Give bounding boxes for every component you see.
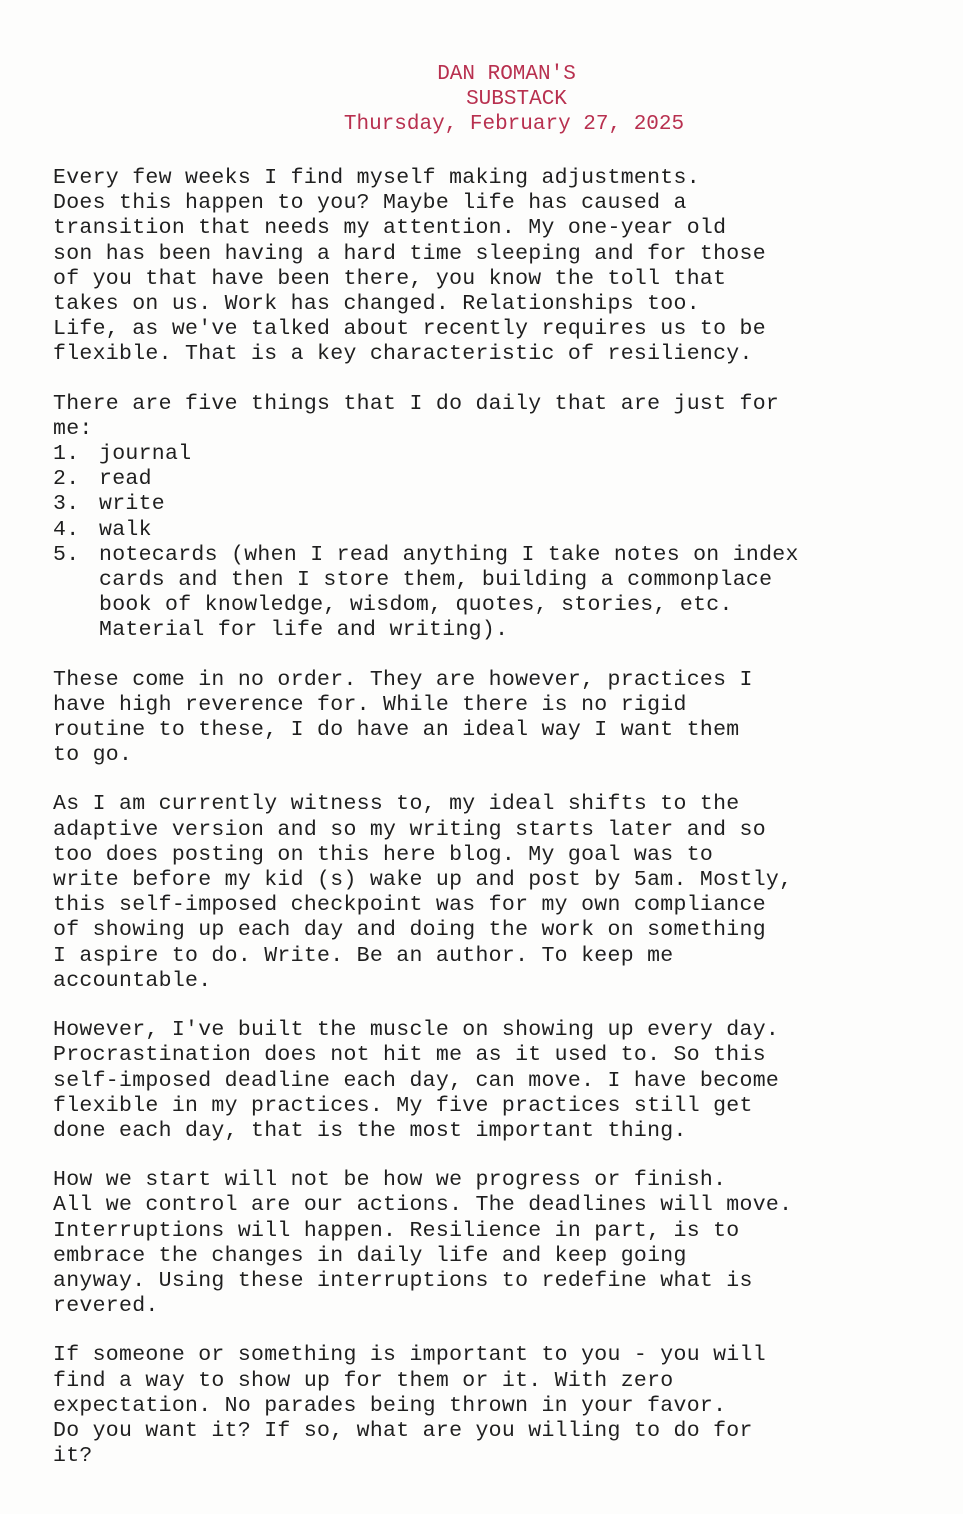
paragraph-how-we-start: How we start will not be how we progress or finish. All we control are our actions. The deadlines will move. Interruptions will happen. Resilience in part, is to embrace the changes in daily life and keep going anyway. Using these interruptions to redefine what is revered. (53, 1168, 793, 1319)
list-item (53, 518, 933, 543)
list-item (53, 442, 933, 467)
paragraph-ideal-shifts: As I am currently witness to, my ideal shifts to the adaptive version and so my writing starts later and so too does posting on this here blog. My goal was to write before my kid (s) wake up and post by 5am. Mostly, this self-imposed checkpoint was for my own compliance of showing up each day and doing the work on something I aspire to do. Write. Be an author. To keep me accountable. (53, 792, 793, 993)
page-header (0, 62, 963, 137)
paragraph-muscle: However, I've built the muscle on showing up every day. Procrastination does not hit me as it used to. So this self-imposed deadline each day, can move. I have become flexible in my practices. My five practices still get done each day, that is the most important thing. (53, 1018, 780, 1143)
daily-practices-list (53, 442, 933, 644)
list-text: notecards (when I read anything I take notes on index cards and then I store them, building a commonplace book of knowledge, wisdom, quotes, stories, etc. Material for life and writing). (99, 542, 799, 643)
paragraph-closing: If someone or something is important to you - you will find a way to show up for them or it. With zero expectation. No parades being thrown in your favor. Do you want it? If so, what are you willing to do for it? (53, 1343, 766, 1469)
header-date: Thursday, February 27, 2025 (343, 113, 685, 136)
article-body (53, 166, 933, 1493)
paragraph-five-things: There are five things that I do daily that are just for me: (53, 391, 780, 441)
list-item (53, 492, 933, 517)
list-number: 2. (53, 467, 80, 492)
list-item (53, 467, 933, 492)
header-title-line2: SUBSTACK (466, 88, 567, 111)
header-title-line1: DAN ROMAN'S (437, 63, 576, 86)
list-number: 1. (53, 442, 80, 467)
list-text: write (99, 492, 166, 517)
list-text: walk (99, 517, 152, 542)
list-item (53, 543, 933, 644)
paragraph-no-order: These come in no order. They are however, practices I have high reverence for. While there is no rigid routine to these, I do have an ideal way I want them to go. (53, 667, 753, 768)
list-number: 3. (53, 492, 80, 517)
list-number: 4. (53, 517, 80, 542)
list-text: journal (99, 442, 192, 467)
list-number: 5. (53, 542, 80, 567)
paragraph-adjustments: Every few weeks I find myself making adjustments. Does this happen to you? Maybe life has caused a transition that needs my attention. My one-year old son has been having a hard time sleeping and for those of you that have been there, you know the toll that takes on us. Work has changed. Relationships too. Life, as we've talked about recently requires us to be flexible. That is a key characteristic of resiliency. (53, 166, 766, 367)
list-text: read (99, 467, 152, 492)
